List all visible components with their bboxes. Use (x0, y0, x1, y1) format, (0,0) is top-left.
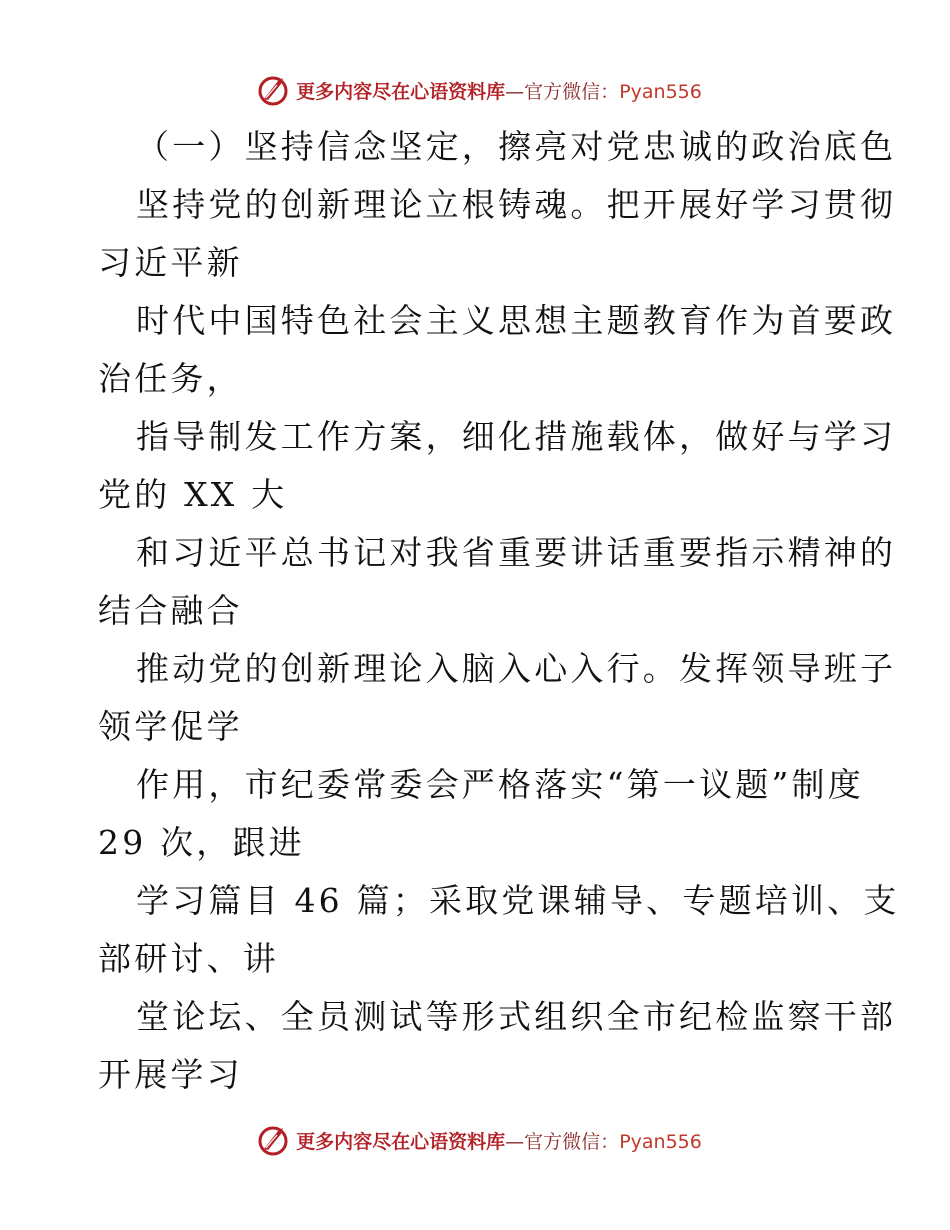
text-line: 和习近平总书记对我省重要讲话重要指示精神的 (136, 533, 897, 572)
text-line: 作用，市纪委常委会严格落实“第一议题”制度 (136, 765, 864, 804)
text-line: 党的 XX 大 (98, 475, 288, 514)
text-line: 堂论坛、全员测试等形式组织全市纪检监察干部 (136, 997, 897, 1036)
text-line: 29 次，跟进 (98, 823, 305, 862)
text-line: 开展学习 (98, 1055, 243, 1094)
text-line: 学习篇目 46 篇；采取党课辅导、专题培训、支 (136, 881, 900, 920)
quill-pen-circle-icon (256, 73, 290, 107)
header-banner-content (256, 73, 702, 107)
banner-separator: — (505, 1130, 525, 1153)
text-line: 时代中国特色社会主义思想主题教育作为首要政 (136, 301, 897, 340)
quill-pen-circle-icon (256, 1123, 290, 1157)
banner-site-name: 更多内容尽在心语资料库 (296, 1130, 506, 1153)
document-body (98, 118, 900, 1104)
banner-site-name: 更多内容尽在心语资料库 (296, 80, 506, 103)
text-line: 部研讨、讲 (98, 939, 279, 978)
section-heading: （一）坚持信念坚定，擦亮对党忠诚的政治底色 (136, 127, 897, 166)
text-line: 治任务， (98, 359, 243, 398)
header-banner-text (296, 77, 702, 104)
text-line: 领学促学 (98, 707, 243, 746)
text-line: 习近平新 (98, 243, 243, 282)
footer-banner-content (256, 1123, 702, 1157)
footer-banner (0, 1120, 950, 1160)
text-line: 坚持党的创新理论立根铸魂。把开展好学习贯彻 (136, 185, 897, 224)
text-line: 推动党的创新理论入脑入心入行。发挥领导班子 (136, 649, 897, 688)
banner-separator: — (505, 80, 525, 103)
banner-wechat-handle: Pyan556 (619, 1130, 702, 1153)
banner-wechat-label: 官方微信： (524, 80, 620, 103)
banner-wechat-label: 官方微信： (524, 1130, 620, 1153)
text-line: 指导制发工作方案，细化措施载体，做好与学习 (136, 417, 897, 456)
banner-wechat-handle: Pyan556 (619, 80, 702, 103)
footer-banner-text (296, 1127, 702, 1154)
header-banner (0, 70, 950, 110)
text-line: 结合融合 (98, 591, 243, 630)
